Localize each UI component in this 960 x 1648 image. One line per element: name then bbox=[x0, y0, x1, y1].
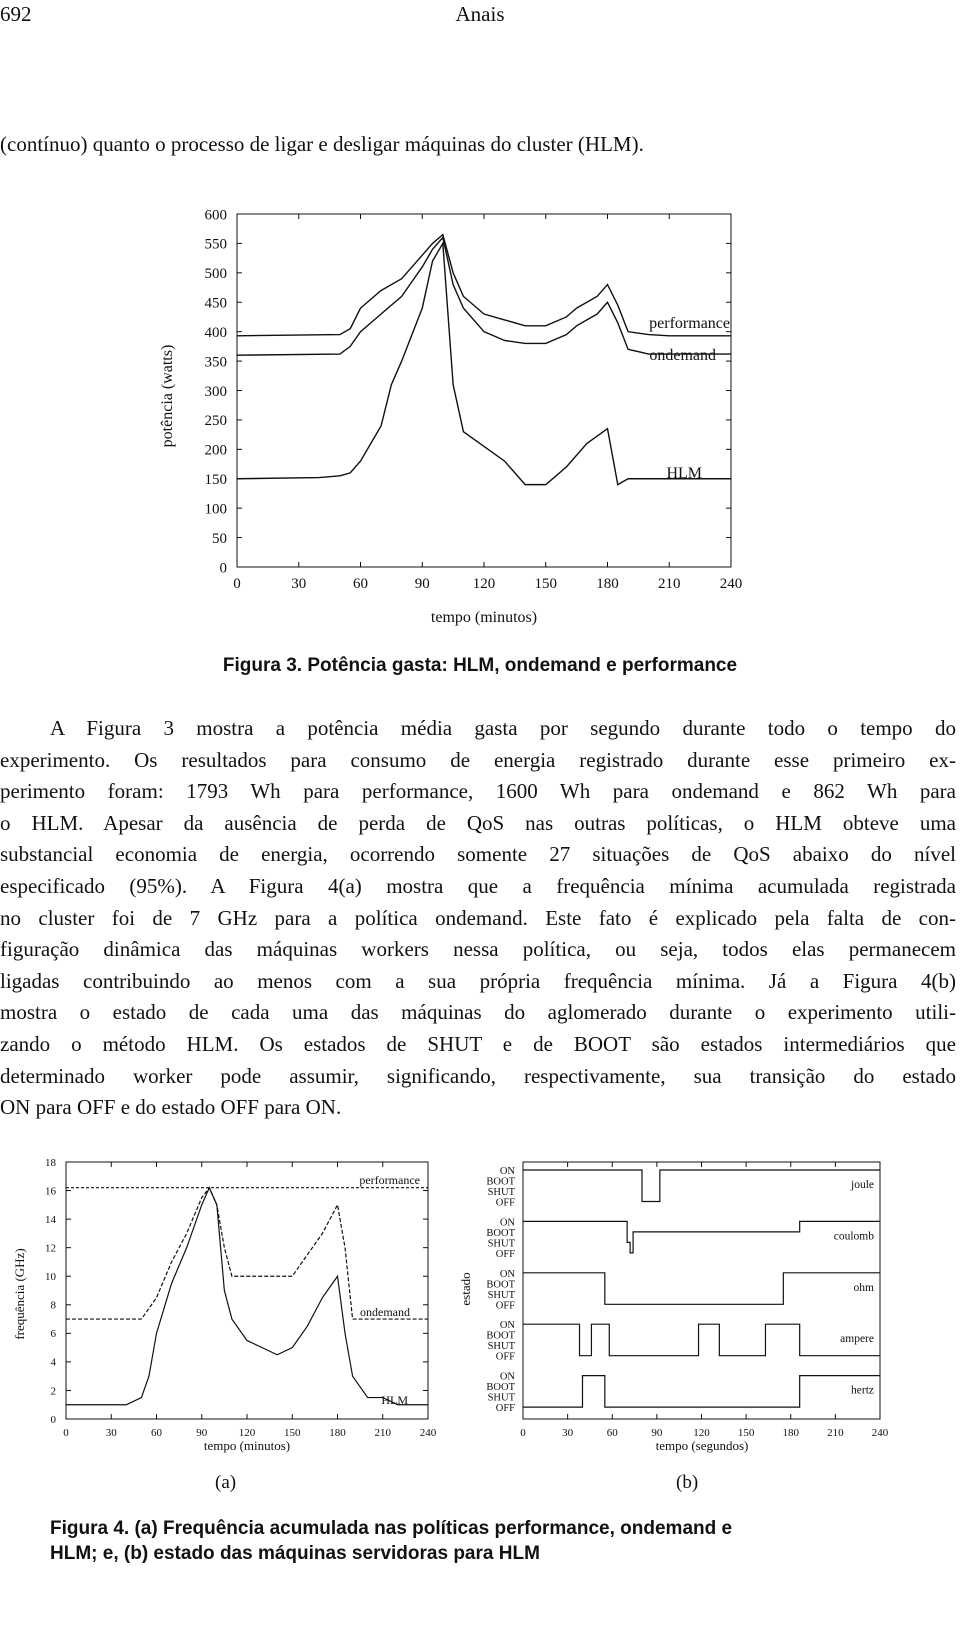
paragraph-line: mostra o estado de cada uma das máquinas do aglomerado durante o experimento utili- bbox=[0, 1000, 956, 1025]
fig4b-x-axis-label: tempo (segundos) bbox=[655, 1438, 749, 1453]
machine-label-coulomb: coulomb bbox=[833, 1230, 874, 1243]
y-tick-label: 10 bbox=[45, 1271, 56, 1284]
paragraph-line: especificado (95%). A Figura 4(a) mostra que a frequência mínima acumulada registrada bbox=[0, 873, 956, 898]
y-tick-label: 550 bbox=[204, 236, 227, 253]
y-tick-label: 14 bbox=[45, 1213, 56, 1226]
y-tick-label: 400 bbox=[204, 324, 227, 341]
state-label: OFF bbox=[495, 1403, 515, 1415]
y-tick-label: 8 bbox=[50, 1299, 56, 1312]
paragraph-line: figuração dinâmica das máquinas workers nessa política, ou seja, todos elas permanecem bbox=[0, 937, 956, 962]
x-tick-label: 60 bbox=[606, 1427, 618, 1439]
paragraph-line: perimento foram: 1793 Wh para performance, 1600 Wh para ondemand e 862 Wh para bbox=[0, 779, 956, 804]
fig4b-y-axis-label: estado bbox=[458, 1272, 473, 1306]
state-label: ON bbox=[499, 1166, 515, 1177]
series-label-performance: performance bbox=[359, 1173, 420, 1187]
x-tick-label: 210 bbox=[658, 576, 681, 592]
fig3-x-axis-label: tempo (minutos) bbox=[430, 609, 538, 626]
series-label-HLM: HLM bbox=[381, 1393, 408, 1407]
x-tick-label: 30 bbox=[105, 1427, 117, 1439]
x-tick-label: 90 bbox=[651, 1427, 663, 1439]
machine-label-joule: joule bbox=[851, 1179, 874, 1191]
state-label: SHUT bbox=[487, 1238, 515, 1250]
x-tick-label: 240 bbox=[719, 576, 743, 592]
x-tick-label: 90 bbox=[196, 1427, 208, 1439]
state-label: SHUT bbox=[487, 1392, 515, 1404]
state-label: BOOT bbox=[486, 1227, 515, 1239]
x-tick-label: 0 bbox=[63, 1427, 69, 1439]
series-label-ondemand: ondemand bbox=[649, 347, 716, 364]
y-tick-label: 500 bbox=[204, 266, 227, 283]
figure-4-caption bbox=[50, 1516, 910, 1566]
series-line-HLM bbox=[66, 1188, 428, 1405]
x-tick-label: 0 bbox=[520, 1427, 526, 1439]
x-tick-label: 210 bbox=[374, 1427, 391, 1439]
series-label-ondemand: ondemand bbox=[360, 1305, 410, 1319]
y-tick-label: 4 bbox=[50, 1356, 56, 1369]
series-line-ondemand bbox=[66, 1188, 428, 1319]
body-paragraph bbox=[0, 713, 956, 1124]
page-number: 692 bbox=[0, 2, 32, 26]
y-tick-label: 2 bbox=[50, 1385, 56, 1398]
state-label: BOOT bbox=[486, 1176, 515, 1188]
series-label-HLM: HLM bbox=[666, 465, 702, 482]
x-tick-label: 180 bbox=[329, 1427, 346, 1439]
series-label-performance: performance bbox=[649, 315, 730, 332]
fig3-y-axis-label: potência (watts) bbox=[159, 344, 176, 448]
state-label: SHUT bbox=[487, 1341, 515, 1353]
y-tick-label: 200 bbox=[204, 442, 227, 459]
state-label: OFF bbox=[495, 1197, 515, 1209]
state-line-coulomb bbox=[523, 1221, 880, 1253]
y-tick-label: 450 bbox=[204, 295, 227, 312]
x-tick-label: 60 bbox=[353, 576, 368, 592]
series-line-HLM bbox=[237, 243, 731, 484]
x-tick-label: 180 bbox=[782, 1427, 799, 1439]
y-tick-label: 16 bbox=[45, 1185, 56, 1198]
x-tick-label: 0 bbox=[233, 576, 241, 592]
paragraph-line: zando o método HLM. Os estados de SHUT e de BOOT são estados intermediários que bbox=[0, 1031, 956, 1056]
x-tick-label: 180 bbox=[596, 576, 619, 592]
y-tick-label: 6 bbox=[50, 1328, 56, 1341]
y-tick-label: 50 bbox=[212, 530, 227, 547]
fig4a-y-axis-label: frequência (GHz) bbox=[12, 1248, 27, 1340]
series-line-ondemand bbox=[237, 238, 731, 356]
y-tick-label: 12 bbox=[45, 1242, 56, 1255]
state-label: OFF bbox=[495, 1248, 515, 1260]
x-tick-label: 150 bbox=[284, 1427, 301, 1439]
figure-4-caption-line-2: HLM; e, (b) estado das máquinas servidoras para HLM bbox=[50, 1543, 540, 1564]
paragraph-line: ligadas contribuindo ao menos com a sua própria frequência mínima. Já a Figura 4(b) bbox=[0, 968, 956, 993]
state-label: ON bbox=[499, 1268, 515, 1280]
state-label: ON bbox=[499, 1217, 515, 1229]
plot-frame bbox=[237, 214, 731, 567]
machine-label-ohm: ohm bbox=[853, 1281, 874, 1294]
paragraph-line: A Figura 3 mostra a potência média gasta por segundo durante todo o tempo do bbox=[50, 716, 956, 740]
plot-frame bbox=[66, 1162, 428, 1419]
fig4a-x-axis-label: tempo (minutos) bbox=[203, 1438, 291, 1453]
x-tick-label: 30 bbox=[562, 1427, 574, 1439]
running-title: Anais bbox=[455, 2, 505, 26]
figure-4b-chart bbox=[460, 1150, 940, 1490]
machine-label-hertz: hertz bbox=[851, 1384, 874, 1397]
x-tick-label: 120 bbox=[693, 1427, 710, 1439]
running-head bbox=[0, 0, 960, 30]
figure-4b-label: (b) bbox=[676, 1472, 699, 1493]
state-label: ON bbox=[499, 1371, 515, 1383]
intro-line: (contínuo) quanto o processo de ligar e desligar máquinas do cluster (HLM). bbox=[0, 132, 644, 156]
paragraph-line: o HLM. Apesar da ausência de perda de QoS nas outras políticas, o HLM obteve uma bbox=[0, 810, 956, 835]
y-tick-label: 100 bbox=[204, 501, 227, 518]
x-tick-label: 120 bbox=[238, 1427, 256, 1439]
state-line-hertz bbox=[523, 1376, 880, 1408]
figure-3-caption bbox=[0, 655, 960, 677]
plot-frame bbox=[523, 1162, 880, 1419]
x-tick-label: 210 bbox=[827, 1427, 844, 1439]
y-tick-label: 150 bbox=[204, 472, 227, 488]
paragraph-line: ON para OFF e do estado OFF para ON. bbox=[0, 1095, 342, 1120]
y-tick-label: 300 bbox=[204, 383, 227, 400]
figure-4a-label: (a) bbox=[215, 1472, 237, 1493]
y-tick-label: 600 bbox=[204, 207, 227, 224]
state-label: BOOT bbox=[486, 1382, 515, 1394]
x-tick-label: 90 bbox=[414, 576, 430, 592]
x-tick-label: 150 bbox=[737, 1427, 755, 1439]
figure-4a-chart bbox=[0, 1150, 480, 1490]
y-tick-label: 0 bbox=[219, 560, 227, 577]
x-tick-label: 60 bbox=[151, 1427, 162, 1439]
paragraph-line: no cluster foi de 7 GHz para a política ondemand. Este fato é explicado pela falta de con- bbox=[0, 905, 956, 930]
state-line-ohm bbox=[523, 1273, 880, 1305]
state-line-joule bbox=[523, 1170, 880, 1202]
paragraph-line: determinado worker pode assumir, significando, respectivamente, sua transição do estado bbox=[0, 1063, 956, 1088]
x-tick-label: 120 bbox=[472, 576, 496, 592]
y-tick-label: 250 bbox=[204, 413, 227, 430]
y-tick-label: 0 bbox=[50, 1413, 56, 1426]
machine-label-ampere: ampere bbox=[840, 1333, 874, 1346]
figure-4-caption-line-1: Figura 4. (a) Frequência acumulada nas políticas performance, ondemand e bbox=[50, 1518, 733, 1539]
x-tick-label: 240 bbox=[871, 1427, 889, 1439]
x-tick-label: 150 bbox=[534, 576, 557, 592]
figure-3-caption-text: Figura 3. Potência gasta: HLM, ondemand e performance bbox=[222, 655, 738, 676]
state-label: SHUT bbox=[487, 1187, 515, 1198]
x-tick-label: 240 bbox=[419, 1427, 437, 1439]
state-line-ampere bbox=[523, 1324, 880, 1356]
state-label: SHUT bbox=[487, 1289, 515, 1301]
state-label: BOOT bbox=[486, 1330, 515, 1342]
y-tick-label: 350 bbox=[204, 354, 227, 371]
paragraph-line: experimento. Os resultados para consumo de energia registrado durante esse primeiro ex- bbox=[0, 747, 956, 772]
paragraph-line: substancial economia de energia, ocorrendo somente 27 situações de QoS abaixo do nível bbox=[0, 842, 956, 867]
state-label: ON bbox=[499, 1320, 515, 1332]
state-label: BOOT bbox=[486, 1279, 515, 1291]
x-tick-label: 30 bbox=[291, 576, 307, 592]
state-label: OFF bbox=[495, 1300, 515, 1312]
state-label: OFF bbox=[495, 1351, 515, 1363]
y-tick-label: 18 bbox=[45, 1156, 56, 1169]
